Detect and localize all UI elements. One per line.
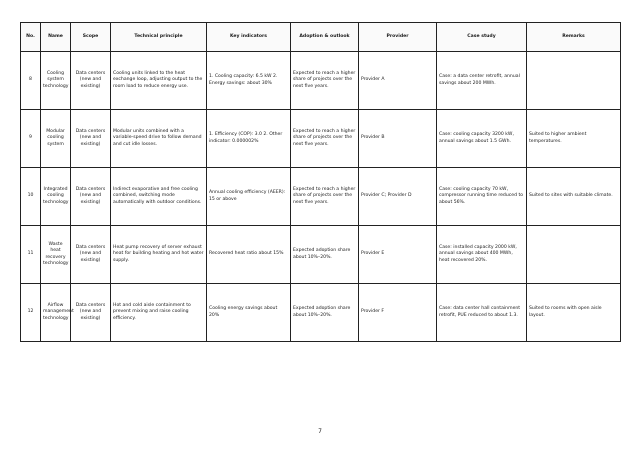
cell-case: Case: cooling capacity 70 kW, compressor running time reduced to about 56%. xyxy=(437,168,527,226)
cell-remark xyxy=(527,52,621,110)
cell-indicators: Recovered heat ratio about 15% xyxy=(207,226,291,284)
table-row xyxy=(21,168,621,226)
col-header-name: Name xyxy=(41,23,71,52)
cell-adoption: Expected adoption share about 10%–20%. xyxy=(291,284,359,342)
col-header-principle: Technical principle xyxy=(111,23,207,52)
col-header-case: Case study xyxy=(437,23,527,52)
table-row xyxy=(21,52,621,110)
cell-no: 8 xyxy=(21,52,41,110)
table-header-row xyxy=(21,23,621,52)
cell-case: Case: a data center retrofit, annual savings about 200 MWh. xyxy=(437,52,527,110)
table-body xyxy=(21,52,621,342)
cell-name: Waste heat recovery technology xyxy=(41,226,71,284)
cell-principle: Cooling units linked to the heat exchange loop, adjusting output to the room load to reduce energy use. xyxy=(111,52,207,110)
cell-adoption: Expected to reach a higher share of projects over the next five years. xyxy=(291,110,359,168)
cell-principle: Heat pump recovery of server exhaust heat for building heating and hot water supply. xyxy=(111,226,207,284)
cell-principle: Modular units combined with a variable-speed drive to follow demand and cut idle losses. xyxy=(111,110,207,168)
cell-no: 12 xyxy=(21,284,41,342)
cell-principle: Hot and cold aisle containment to prevent mixing and raise cooling efficiency. xyxy=(111,284,207,342)
catalog-sheet xyxy=(20,22,620,342)
table-row xyxy=(21,110,621,168)
cell-adoption: Expected to reach a higher share of projects over the next five years. xyxy=(291,168,359,226)
cell-indicators: Annual cooling efficiency (AEER): 15 or above xyxy=(207,168,291,226)
page-number: 7 xyxy=(318,428,322,435)
cell-no: 11 xyxy=(21,226,41,284)
cell-provider: Provider B xyxy=(359,110,437,168)
cell-scope: Data centers (new and existing) xyxy=(71,52,111,110)
table-row xyxy=(21,284,621,342)
col-header-remark: Remarks xyxy=(527,23,621,52)
cell-indicators: Cooling energy savings about 20% xyxy=(207,284,291,342)
cell-indicators: 1. Cooling capacity: 6.5 kW 2. Energy savings: about 30% xyxy=(207,52,291,110)
cell-provider: Provider A xyxy=(359,52,437,110)
cell-name: Integrated cooling technology xyxy=(41,168,71,226)
col-header-provider: Provider xyxy=(359,23,437,52)
cell-case: Case: data center hall containment retrofit, PUE reduced to about 1.3. xyxy=(437,284,527,342)
cell-no: 10 xyxy=(21,168,41,226)
col-header-no: No. xyxy=(21,23,41,52)
cell-principle: Indirect evaporative and free cooling combined, switching mode automatically with outdoor conditions. xyxy=(111,168,207,226)
col-header-adoption: Adoption & outlook xyxy=(291,23,359,52)
cell-no: 9 xyxy=(21,110,41,168)
cell-indicators: 1. Efficiency (COP): 3.0 2. Other indicator: 0.000002% xyxy=(207,110,291,168)
cell-adoption: Expected to reach a higher share of projects over the next five years. xyxy=(291,52,359,110)
cell-scope: Data centers (new and existing) xyxy=(71,110,111,168)
cell-case: Case: cooling capacity 3200 kW, annual savings about 1.5 GWh. xyxy=(437,110,527,168)
cell-remark: Suited to rooms with open aisle layout. xyxy=(527,284,621,342)
col-header-indicators: Key indicators xyxy=(207,23,291,52)
cell-name: Cooling system technology xyxy=(41,52,71,110)
cell-provider: Provider C; Provider D xyxy=(359,168,437,226)
cell-scope: Data centers (new and existing) xyxy=(71,168,111,226)
cell-adoption: Expected adoption share about 10%–20%. xyxy=(291,226,359,284)
cell-provider: Provider F xyxy=(359,284,437,342)
cell-name: Modular cooling system xyxy=(41,110,71,168)
table-row xyxy=(21,226,621,284)
cell-provider: Provider E xyxy=(359,226,437,284)
technology-table xyxy=(20,22,621,342)
cell-remark: Suited to sites with suitable climate. xyxy=(527,168,621,226)
col-header-scope: Scope xyxy=(71,23,111,52)
cell-scope: Data centers (new and existing) xyxy=(71,226,111,284)
cell-case: Case: installed capacity 2000 kW, annual savings about 400 MWh, heat recovered 20%. xyxy=(437,226,527,284)
cell-remark xyxy=(527,226,621,284)
cell-scope: Data centers (new and existing) xyxy=(71,284,111,342)
cell-remark: Suited to higher ambient temperatures. xyxy=(527,110,621,168)
cell-name: Airflow management technology xyxy=(41,284,71,342)
